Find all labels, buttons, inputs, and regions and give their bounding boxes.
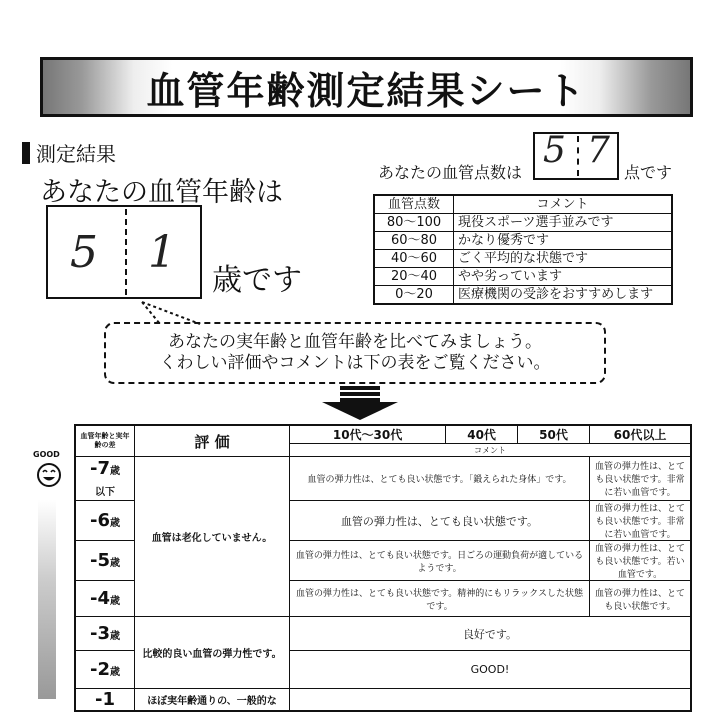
age-diff-cell: -2歳 [75,651,135,689]
age-diff-cell: -1 [75,689,135,712]
evaluation-cell: 比較的良い血管の弾力性です。 [135,617,290,689]
score-col-range: 血管点数 [374,195,454,214]
senior-comment-cell: 血管の弾力性は、とても良い状態です。非常に若い血管です。 [590,457,692,501]
comment-cell: 血管の弾力性は、とても良い状態です。 [290,501,590,541]
evaluation-table [74,424,692,712]
section-title: 測定結果 [36,142,116,166]
age-input-box[interactable] [46,205,202,299]
score-range: 80〜100 [374,214,454,232]
score-range: 40〜60 [374,250,454,268]
age-diff-cell: -5歳 [75,541,135,581]
score-range: 60〜80 [374,232,454,250]
score-box-divider [577,136,579,176]
table-row [75,689,691,712]
score-label: あなたの血管点数は [378,163,523,182]
comment-cell: 血管の弾力性は、とても良い状態です。日ごろの運動負荷が適しているようです。 [290,541,590,581]
age-label: あなたの血管年齢は [40,177,283,208]
bubble-line-1: あなたの実年齢と血管年齢を比べてみましょう。 [168,332,542,352]
col-age-diff: 血管年齢と実年齢の差 [75,425,135,457]
age-diff-cell: -4歳 [75,581,135,617]
evaluation-cell: 血管は老化していません。 [135,457,290,617]
gradient-side-bar [38,500,56,699]
senior-comment-cell: 血管の弾力性は、とても良い状態です。 [590,581,692,617]
table-row [374,286,672,305]
age-diff-cell: -7歳 以下 [75,457,135,501]
table-row [374,268,672,286]
score-comment: やや劣っています [454,268,673,286]
age-digit-tens: 5 [70,227,98,278]
smile-icon [36,462,62,488]
age-digit-ones: 1 [148,227,176,278]
table-row [75,617,691,651]
evaluation-cell: ほぼ実年齢通りの、一般的な [135,689,290,712]
comment-cell: GOOD! [290,651,692,689]
page-title: 血管年齢測定結果シート [146,68,587,113]
comment-cell [290,689,692,712]
title-banner [40,57,693,117]
score-range: 20〜40 [374,268,454,286]
score-digit-ones: 7 [587,130,610,171]
comment-cell: 血管の弾力性は、とても良い状態です。「鍛えられた身体」です。 [290,457,590,501]
comment-header: コメント [290,444,692,457]
score-comment: かなり優秀です [454,232,673,250]
score-comment: 現役スポーツ選手並みです [454,214,673,232]
good-label: GOOD [33,450,60,459]
comment-cell: 良好です。 [290,617,692,651]
score-table [373,194,673,305]
decade-header: 10代〜30代 [290,425,446,444]
table-row [374,232,672,250]
decade-header: 60代以上 [590,425,692,444]
score-digit-tens: 5 [543,130,566,171]
senior-comment-cell: 血管の弾力性は、とても良い状態です。非常に若い血管です。 [590,501,692,541]
age-diff-cell: -3歳 [75,617,135,651]
section-marker [22,142,30,164]
score-range: 0〜20 [374,286,454,305]
age-box-divider [125,209,127,295]
table-row [75,457,691,501]
score-comment: ごく平均的な状態です [454,250,673,268]
score-input-box[interactable] [533,132,619,180]
comparison-bubble [104,322,606,384]
score-suffix: 点です [624,163,673,182]
table-row [374,250,672,268]
age-suffix: 歳です [212,263,302,298]
bubble-line-2: くわしい評価やコメントは下の表をご覧ください。 [159,353,551,373]
col-evaluation: 評 価 [135,425,290,457]
decade-header: 50代 [518,425,590,444]
senior-comment-cell: 血管の弾力性は、とても良い状態です。若い血管です。 [590,541,692,581]
age-diff-cell: -6歳 [75,501,135,541]
score-table-header [374,195,672,214]
score-col-comment: コメント [454,195,673,214]
score-comment: 医療機関の受診をおすすめします [454,286,673,305]
down-arrow-icon [322,402,398,420]
table-row [374,214,672,232]
decade-header: 40代 [446,425,518,444]
comment-cell: 血管の弾力性は、とても良い状態です。精神的にもリラックスした状態です。 [290,581,590,617]
